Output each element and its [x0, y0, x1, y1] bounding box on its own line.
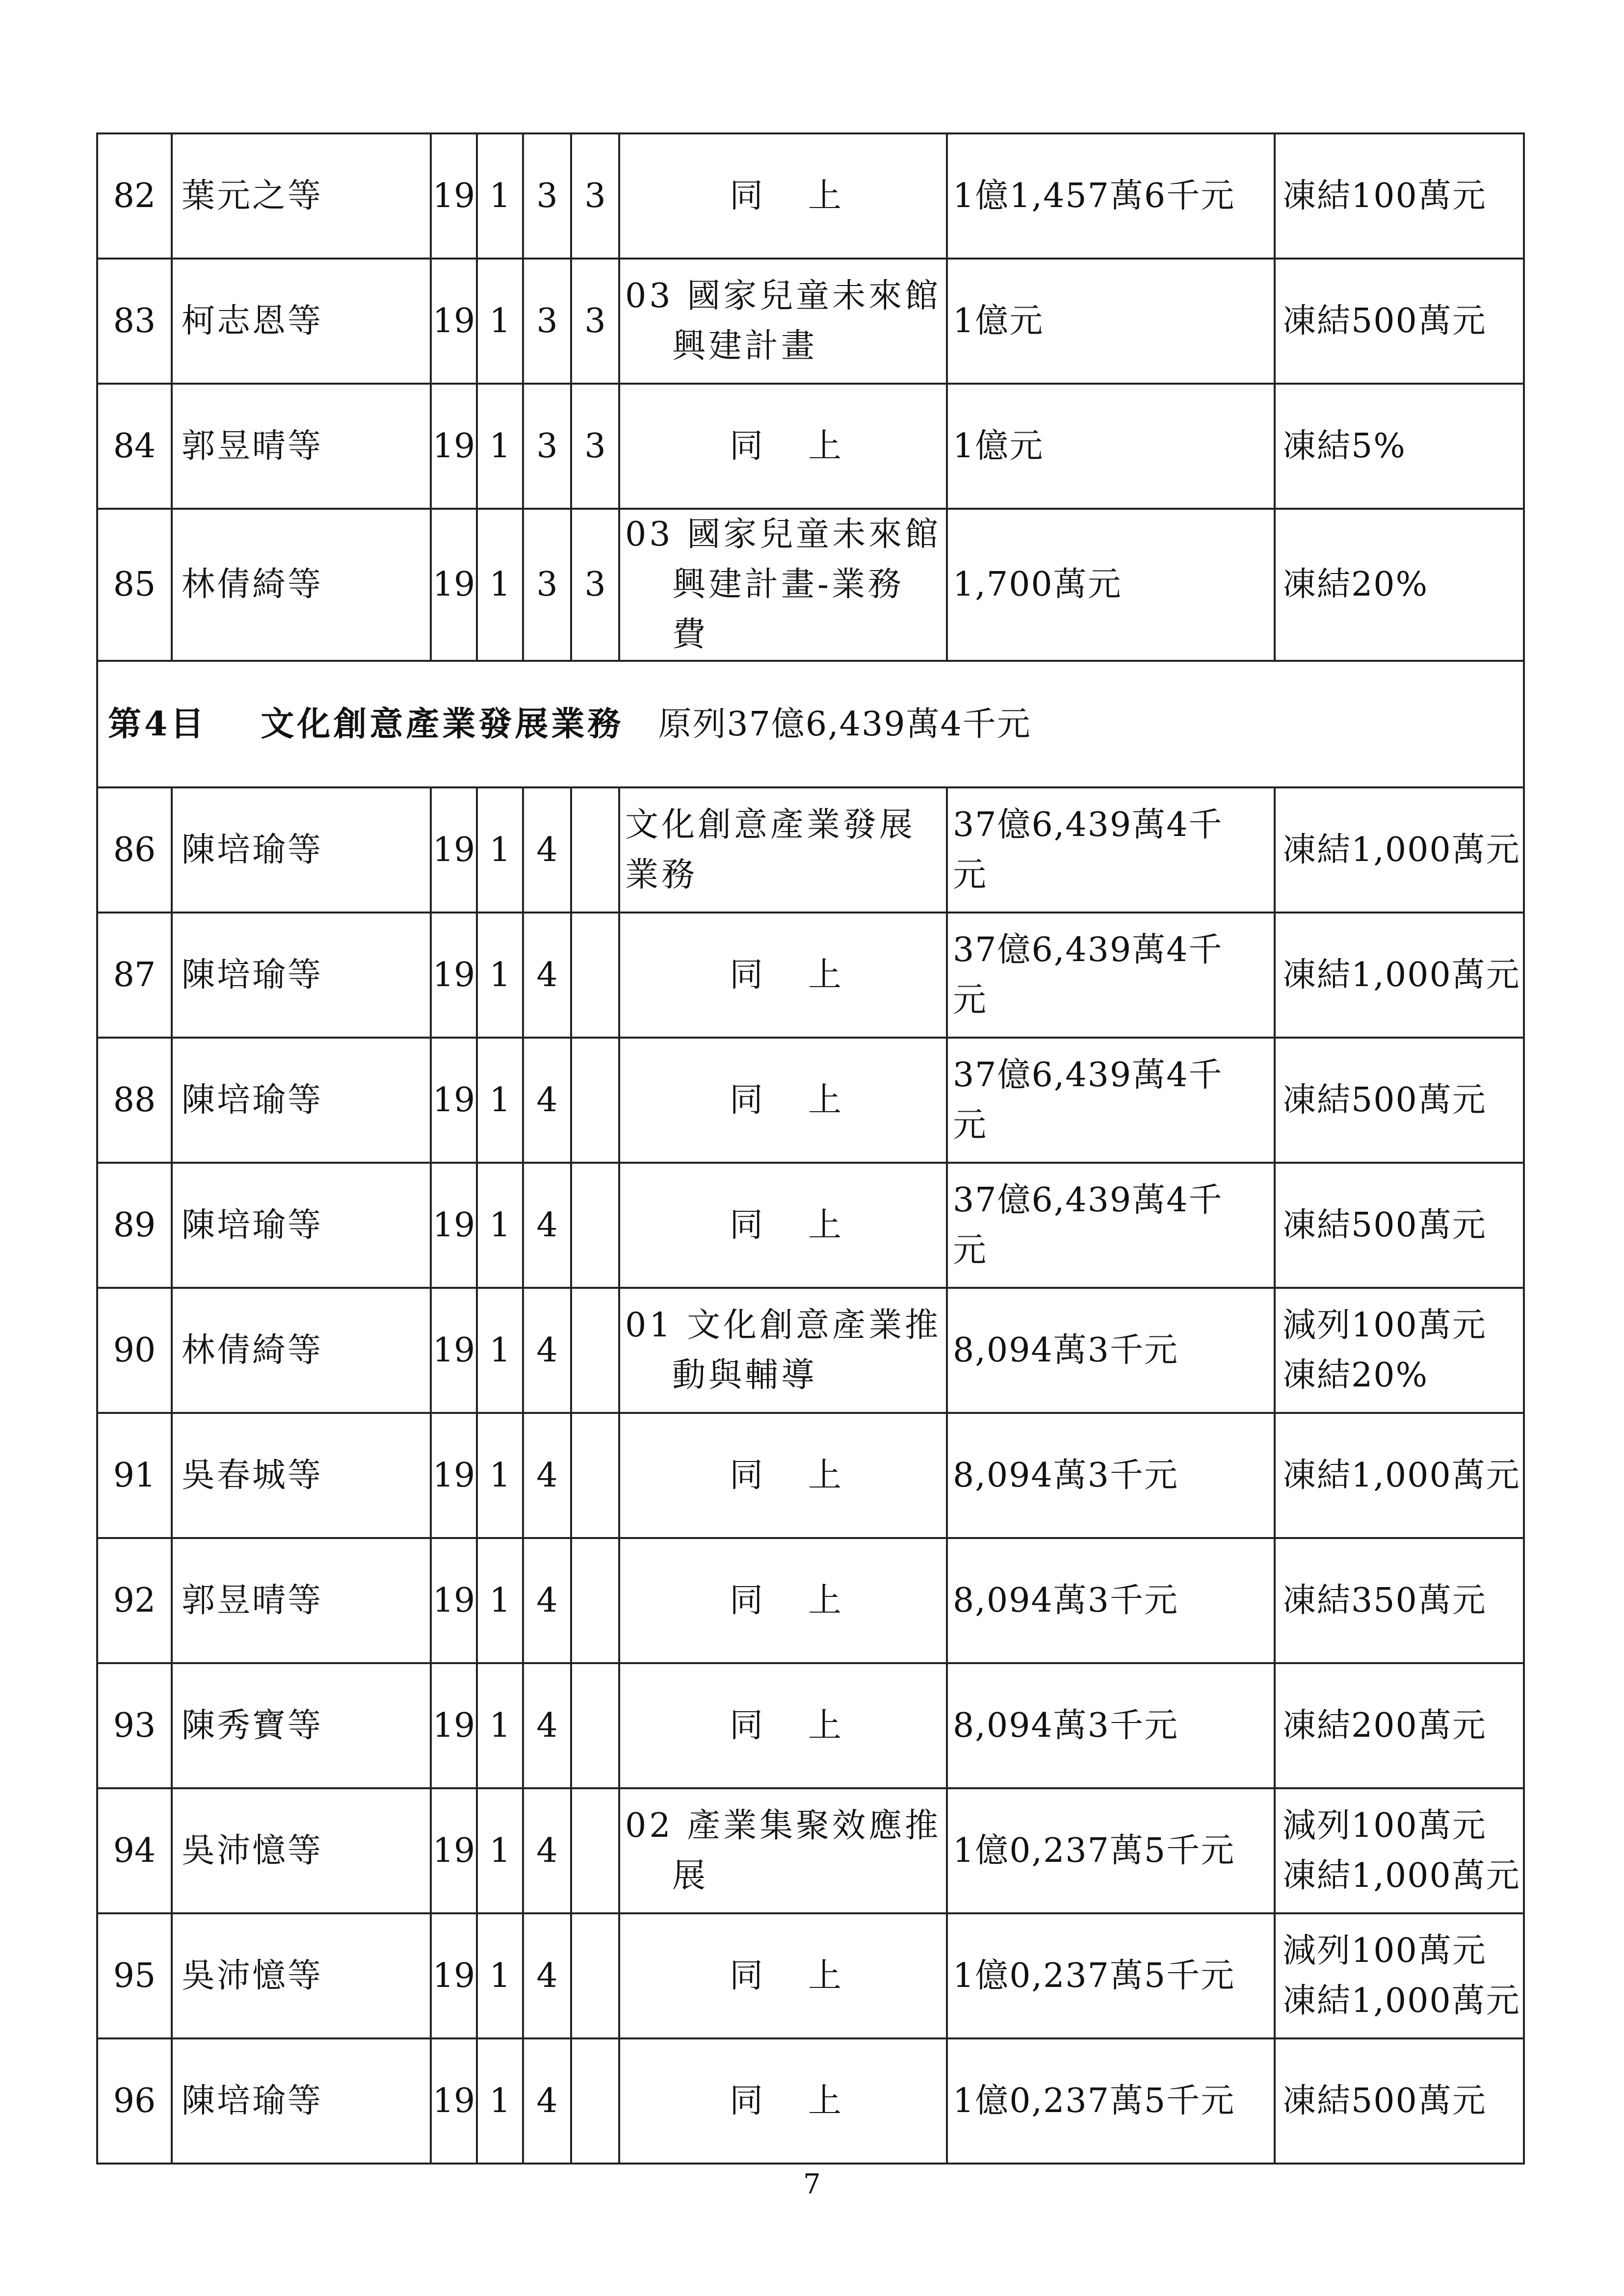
code-cell: 1	[477, 384, 523, 509]
code-cell: 1	[477, 1163, 523, 1288]
item-cell	[619, 1038, 947, 1163]
amount-text: 8,094萬3千元	[953, 1456, 1179, 1495]
item-text: 同	[729, 176, 763, 215]
row-number-cell: 91	[97, 1413, 172, 1538]
action-text: 凍結1,000萬元	[1283, 830, 1520, 869]
code-cell: 4	[523, 2038, 571, 2164]
action-text: 凍結5%	[1283, 426, 1406, 466]
amount-cell	[947, 1788, 1275, 1913]
action-text: 凍結500萬元	[1283, 301, 1487, 340]
item-text: 上	[808, 1456, 842, 1495]
item-text: 同	[729, 1080, 763, 1120]
amount-cell	[947, 2038, 1275, 2164]
code-cell: 1	[477, 509, 523, 661]
action-cell	[1275, 509, 1524, 661]
code-cell: 19	[431, 1413, 477, 1538]
amount-text: 元	[953, 855, 988, 894]
action-text: 減列100萬元	[1283, 1806, 1487, 1845]
code-cell: 3	[571, 384, 619, 509]
page-number: 7	[803, 2168, 821, 2200]
code-cell: 19	[431, 259, 477, 384]
row-number-cell: 95	[97, 1913, 172, 2038]
row-number-cell: 84	[97, 384, 172, 509]
proposer-cell: 柯志恩等	[172, 259, 431, 384]
proposer-cell: 陳培瑜等	[172, 2038, 431, 2164]
item-cell	[619, 1163, 947, 1288]
amount-cell	[947, 1663, 1275, 1788]
action-cell	[1275, 1663, 1524, 1788]
table-row	[97, 2038, 1524, 2164]
amount-text: 8,094萬3千元	[953, 1581, 1179, 1620]
amount-text: 37億6,439萬4千	[953, 1180, 1223, 1220]
item-cell	[619, 1413, 947, 1538]
table-row	[97, 1538, 1524, 1663]
code-cell: 3	[571, 133, 619, 259]
item-text: 03 國家兒童未來館	[625, 515, 942, 554]
item-text: 業務	[625, 855, 698, 894]
code-cell: 19	[431, 1538, 477, 1663]
action-cell	[1275, 1038, 1524, 1163]
action-cell	[1275, 913, 1524, 1038]
action-text: 凍結100萬元	[1283, 176, 1487, 215]
amount-cell	[947, 787, 1275, 913]
item-text: 同	[729, 426, 763, 466]
table-row	[97, 1663, 1524, 1788]
table-row	[97, 1163, 1524, 1288]
table-body-top	[97, 133, 1524, 661]
action-cell	[1275, 384, 1524, 509]
code-cell: 4	[523, 787, 571, 913]
action-text: 凍結1,000萬元	[1283, 955, 1520, 994]
action-cell	[1275, 787, 1524, 913]
item-cell	[619, 2038, 947, 2164]
proposer-cell: 吳沛憶等	[172, 1788, 431, 1913]
row-number-cell: 88	[97, 1038, 172, 1163]
row-number-cell: 90	[97, 1288, 172, 1413]
code-cell: 4	[523, 1663, 571, 1788]
item-text: 文化創意產業發展	[625, 805, 916, 844]
row-number-cell: 89	[97, 1163, 172, 1288]
code-cell: 19	[431, 1288, 477, 1413]
action-text: 減列100萬元	[1283, 1931, 1487, 1970]
code-cell: 1	[477, 259, 523, 384]
row-number-cell: 85	[97, 509, 172, 661]
amount-text: 1,700萬元	[953, 565, 1122, 604]
amount-text: 元	[953, 1230, 988, 1270]
action-text: 凍結1,000萬元	[1283, 1456, 1520, 1495]
item-text: 03 國家兒童未來館	[625, 276, 942, 315]
code-cell	[571, 1913, 619, 2038]
code-cell	[571, 1788, 619, 1913]
row-number-cell: 96	[97, 2038, 172, 2164]
action-cell	[1275, 259, 1524, 384]
amount-text: 37億6,439萬4千	[953, 930, 1223, 969]
table-body-bottom	[97, 787, 1524, 2164]
table-row	[97, 384, 1524, 509]
table-row	[97, 1913, 1524, 2038]
code-cell: 19	[431, 913, 477, 1038]
amount-cell	[947, 1913, 1275, 2038]
item-text: 上	[808, 1706, 842, 1745]
table-row	[97, 1038, 1524, 1163]
code-cell: 4	[523, 1538, 571, 1663]
section-header	[97, 661, 1524, 787]
code-cell: 1	[477, 1913, 523, 2038]
code-cell	[571, 913, 619, 1038]
code-cell	[571, 1663, 619, 1788]
proposer-cell: 陳培瑜等	[172, 913, 431, 1038]
code-cell: 4	[523, 1163, 571, 1288]
row-number-cell: 94	[97, 1788, 172, 1913]
action-cell	[1275, 1288, 1524, 1413]
action-cell	[1275, 1913, 1524, 2038]
item-cell	[619, 1538, 947, 1663]
item-text: 同	[729, 1456, 763, 1495]
amount-text: 1億0,237萬5千元	[953, 1956, 1235, 1995]
row-number-cell: 82	[97, 133, 172, 259]
action-text: 減列100萬元	[1283, 1305, 1487, 1345]
row-number-cell: 86	[97, 787, 172, 913]
action-text: 凍結20%	[1283, 565, 1429, 604]
item-text: 同	[729, 1205, 763, 1245]
action-cell	[1275, 1163, 1524, 1288]
section-row	[97, 661, 1524, 787]
amount-text: 1億0,237萬5千元	[953, 1831, 1235, 1870]
code-cell: 1	[477, 1788, 523, 1913]
item-text: 同	[729, 2081, 763, 2120]
code-cell: 3	[523, 133, 571, 259]
amount-text: 元	[953, 1105, 988, 1145]
action-text: 凍結1,000萬元	[1283, 1856, 1520, 1895]
action-text: 凍結500萬元	[1283, 1205, 1487, 1245]
code-cell: 3	[571, 509, 619, 661]
amount-cell	[947, 1538, 1275, 1663]
table-row	[97, 133, 1524, 259]
amount-cell	[947, 384, 1275, 509]
action-text: 凍結200萬元	[1283, 1706, 1487, 1745]
item-text: 動與輔導	[672, 1356, 818, 1395]
item-cell	[619, 1663, 947, 1788]
item-cell	[619, 787, 947, 913]
row-number-cell: 87	[97, 913, 172, 1038]
proposer-cell: 陳培瑜等	[172, 787, 431, 913]
code-cell: 1	[477, 133, 523, 259]
item-cell	[619, 384, 947, 509]
code-cell	[571, 1038, 619, 1163]
item-cell	[619, 509, 947, 661]
item-text: 興建計畫	[672, 326, 818, 365]
item-text: 展	[672, 1856, 709, 1895]
code-cell: 1	[477, 913, 523, 1038]
action-cell	[1275, 2038, 1524, 2164]
code-cell: 4	[523, 1413, 571, 1538]
amount-text: 1億0,237萬5千元	[953, 2081, 1235, 2120]
action-text: 凍結1,000萬元	[1283, 1981, 1520, 2020]
code-cell: 19	[431, 787, 477, 913]
code-cell	[571, 787, 619, 913]
code-cell: 19	[431, 1663, 477, 1788]
amount-text: 37億6,439萬4千	[953, 805, 1223, 844]
item-cell	[619, 259, 947, 384]
section-title: 文化創意產業發展業務	[261, 704, 624, 744]
table-row	[97, 787, 1524, 913]
code-cell	[571, 1288, 619, 1413]
proposer-cell: 郭昱晴等	[172, 1538, 431, 1663]
code-cell: 3	[523, 384, 571, 509]
action-text: 凍結500萬元	[1283, 2081, 1487, 2120]
proposer-cell: 林倩綺等	[172, 1288, 431, 1413]
table-row	[97, 259, 1524, 384]
row-number-cell: 93	[97, 1663, 172, 1788]
row-number-cell: 92	[97, 1538, 172, 1663]
action-text: 凍結20%	[1283, 1356, 1429, 1395]
amount-cell	[947, 1288, 1275, 1413]
item-text: 同	[729, 955, 763, 994]
code-cell: 19	[431, 1038, 477, 1163]
code-cell: 19	[431, 1788, 477, 1913]
code-cell: 19	[431, 2038, 477, 2164]
code-cell: 4	[523, 1288, 571, 1413]
item-text: 上	[808, 955, 842, 994]
item-cell	[619, 133, 947, 259]
table-row	[97, 509, 1524, 661]
proposer-cell: 林倩綺等	[172, 509, 431, 661]
item-text: 興建計畫-業務	[672, 565, 904, 604]
code-cell: 19	[431, 384, 477, 509]
amount-text: 元	[953, 980, 988, 1019]
code-cell: 4	[523, 1913, 571, 2038]
action-cell	[1275, 1413, 1524, 1538]
table-row	[97, 1288, 1524, 1413]
item-text: 上	[808, 1956, 842, 1995]
item-text: 同	[729, 1956, 763, 1995]
table-row	[97, 1788, 1524, 1913]
item-text: 上	[808, 1080, 842, 1120]
item-text: 同	[729, 1706, 763, 1745]
item-text: 上	[808, 1581, 842, 1620]
item-cell	[619, 1288, 947, 1413]
amount-cell	[947, 259, 1275, 384]
code-cell: 19	[431, 1163, 477, 1288]
item-text: 費	[672, 615, 709, 654]
code-cell: 1	[477, 1413, 523, 1538]
item-text: 上	[808, 2081, 842, 2120]
amount-cell	[947, 1413, 1275, 1538]
table-row	[97, 1413, 1524, 1538]
action-text: 凍結350萬元	[1283, 1581, 1487, 1620]
proposer-cell: 吳沛憶等	[172, 1913, 431, 2038]
proposer-cell: 郭昱晴等	[172, 384, 431, 509]
code-cell: 4	[523, 1038, 571, 1163]
item-text: 01 文化創意產業推	[625, 1305, 942, 1345]
code-cell: 3	[571, 259, 619, 384]
table-row	[97, 913, 1524, 1038]
code-cell: 1	[477, 2038, 523, 2164]
action-cell	[1275, 1538, 1524, 1663]
code-cell	[571, 1538, 619, 1663]
amount-text: 1億元	[953, 426, 1044, 466]
item-text: 02 產業集聚效應推	[625, 1806, 942, 1845]
proposer-cell: 陳培瑜等	[172, 1038, 431, 1163]
action-text: 凍結500萬元	[1283, 1080, 1487, 1120]
proposer-cell: 陳秀寶等	[172, 1663, 431, 1788]
code-cell: 1	[477, 1038, 523, 1163]
budget-table	[96, 132, 1525, 2165]
section-label: 第4目	[108, 704, 207, 744]
code-cell: 19	[431, 1913, 477, 2038]
action-cell	[1275, 133, 1524, 259]
amount-text: 37億6,439萬4千	[953, 1055, 1223, 1095]
item-text: 上	[808, 176, 842, 215]
proposer-cell: 葉元之等	[172, 133, 431, 259]
amount-cell	[947, 1163, 1275, 1288]
amount-text: 1億1,457萬6千元	[953, 176, 1235, 215]
amount-cell	[947, 1038, 1275, 1163]
code-cell: 1	[477, 1538, 523, 1663]
section-cell	[97, 661, 1524, 787]
amount-text: 8,094萬3千元	[953, 1331, 1179, 1370]
item-cell	[619, 1788, 947, 1913]
proposer-cell: 陳培瑜等	[172, 1163, 431, 1288]
action-cell	[1275, 1788, 1524, 1913]
amount-text: 8,094萬3千元	[953, 1706, 1179, 1745]
code-cell	[571, 1413, 619, 1538]
item-text: 上	[808, 1205, 842, 1245]
item-text: 上	[808, 426, 842, 466]
code-cell: 1	[477, 1663, 523, 1788]
amount-cell	[947, 509, 1275, 661]
code-cell: 19	[431, 133, 477, 259]
proposer-cell: 吳春城等	[172, 1413, 431, 1538]
row-number-cell: 83	[97, 259, 172, 384]
code-cell: 1	[477, 787, 523, 913]
code-cell: 3	[523, 509, 571, 661]
item-cell	[619, 913, 947, 1038]
item-cell	[619, 1913, 947, 2038]
section-original-amount: 原列37億6,439萬4千元	[658, 704, 1031, 744]
item-text: 同	[729, 1581, 763, 1620]
code-cell: 4	[523, 913, 571, 1038]
code-cell	[571, 1163, 619, 1288]
code-cell: 1	[477, 1288, 523, 1413]
code-cell	[571, 2038, 619, 2164]
amount-cell	[947, 133, 1275, 259]
amount-cell	[947, 913, 1275, 1038]
code-cell: 4	[523, 1788, 571, 1913]
code-cell: 19	[431, 509, 477, 661]
amount-text: 1億元	[953, 301, 1044, 340]
code-cell: 3	[523, 259, 571, 384]
